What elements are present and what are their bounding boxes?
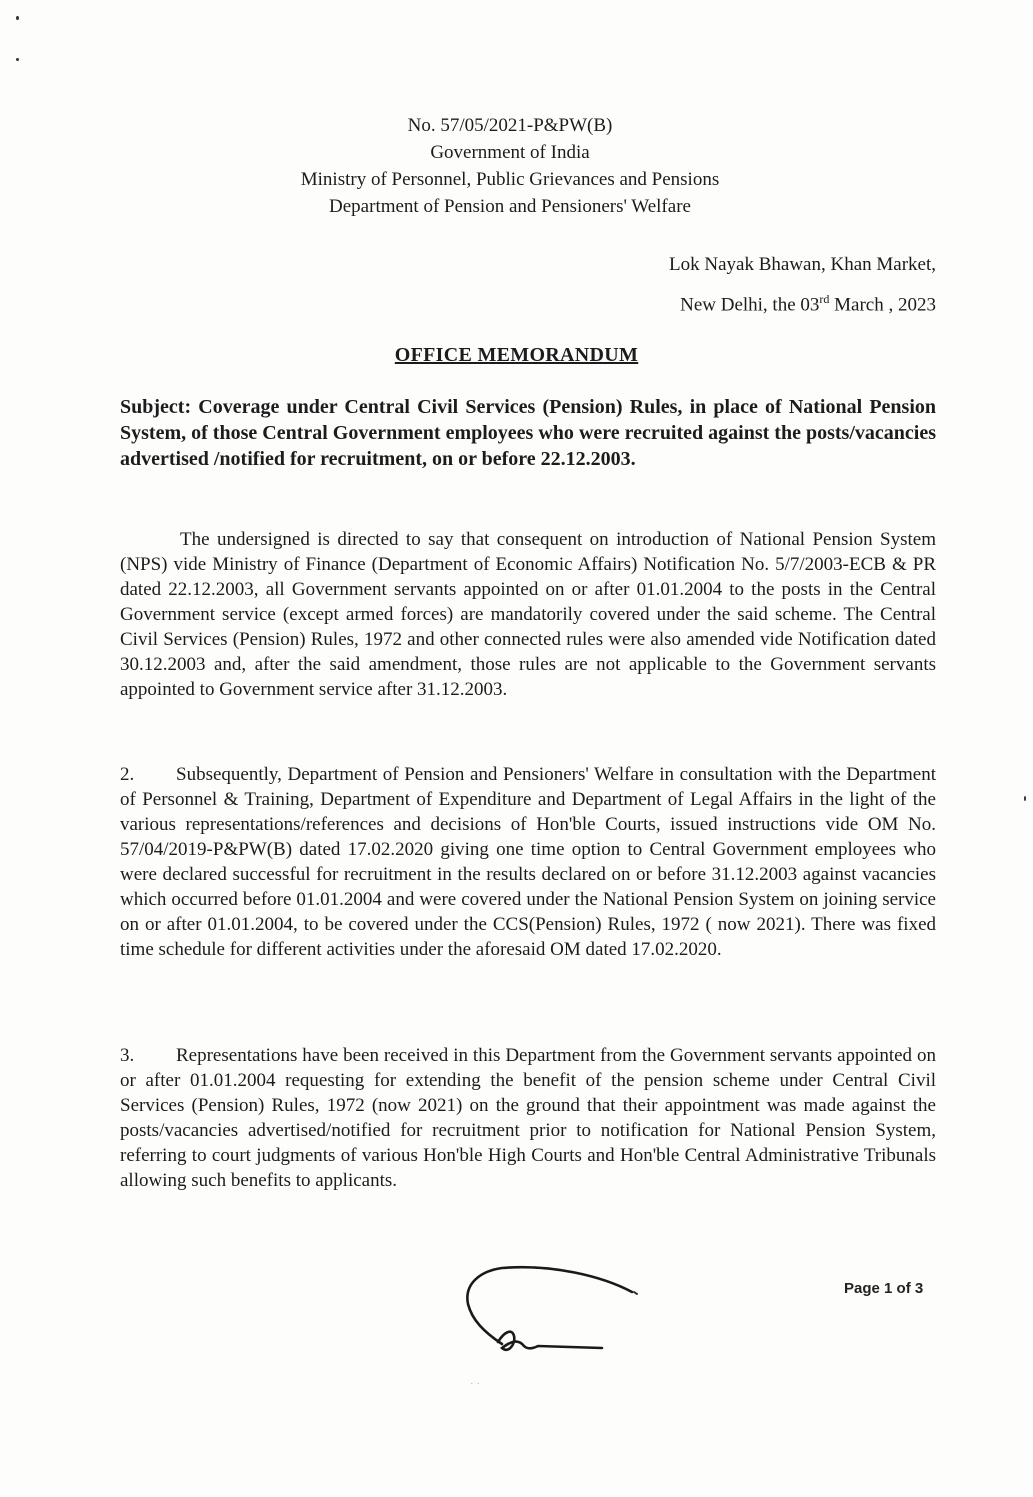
department-name: Department of Pension and Pensioners' Welfare [329,196,691,217]
file-number: No. 57/05/2021-P&PW(B) [407,115,613,136]
paragraph-number: 2. [120,764,135,785]
paragraph-text: Representations have been received in this Department from the Government servants appointed on or after 01.01.2004 requesting for extending the benefit of the pension scheme under Central Civil Services (Pension) Rules, 1972 (now 2021) on the ground that their appointment was made against the posts/vacancies advertised/notified for recruitment prior to notification for National Pension System, referring to court judgments of various Hon'ble High Courts and Hon'ble Central Administrative Tribunals allowing such benefits to applicants. [120,1045,936,1191]
paragraph-1 [120,527,936,702]
date-superscript: rd [819,292,830,306]
government-name: Government of India [430,142,590,163]
address-line: Lok Nayak Bhawan, Khan Market, [669,254,936,275]
paragraph-2 [120,762,936,962]
date-suffix: March , 2023 [829,294,936,316]
scan-artifact: · · [470,1378,481,1390]
paragraph-text: The undersigned is directed to say that consequent on introduction of National Pension System (NPS) vide Ministry of Finance (Department of Economic Affairs) Notification No. 5/7/2003-ECB & PR dated 22.12.2003, all Government servants appointed on or after 01.01.2004 to the posts in the Central Government service (except armed forces) are mandatorily covered under the said scheme. The Central Civil Services (Pension) Rules, 1972 and other connected rules were also amended vide Notification dated 30.12.2003 and, after the said amendment, those rules are not applicable to the Government servants appointed to Government service after 31.12.2003. [120,529,936,700]
issue-date [669,282,936,322]
date-prefix: New Delhi, the 03 [680,294,820,316]
address-block [669,248,936,322]
page-number: Page 1 of 3 [844,1280,924,1297]
memo-title: OFFICE MEMORANDUM [394,344,639,366]
ministry-name: Ministry of Personnel, Public Grievances and Pensions [300,169,720,190]
paragraph-text: Subsequently, Department of Pension and Pensioners' Welfare in consultation with the Department of Personnel & Training, Department of Expenditure and Department of Legal Affairs in the light of the various representations/references and decisions of Hon'ble Courts, issued instructions vide OM No. 57/04/2019-P&PW(B) dated 17.02.2020 giving one time option to Central Government employees who were declared successful for recruitment in the results declared on or before 31.12.2003 against vacancies which occurred before 01.01.2004 and were covered under the National Pension System on joining service on or after 01.01.2004, to be covered under the CCS(Pension) Rules, 1972 ( now 2021). There was fixed time schedule for different activities under the aforesaid OM dated 17.02.2020. [120,764,936,960]
scan-speck [16,58,19,61]
letterhead [200,112,820,220]
signature-icon [462,1262,642,1362]
paragraph-3 [120,1043,936,1193]
paragraph-number: 3. [120,1045,135,1066]
subject-line: Subject: Coverage under Central Civil Services (Pension) Rules, in place of National Pension System, of those Central Government employees who were recruited against the posts/vacancies advertised /notified for recruitment, on or before 22.12.2003. [120,396,936,470]
scan-speck [1024,796,1026,801]
scan-speck [16,16,19,20]
